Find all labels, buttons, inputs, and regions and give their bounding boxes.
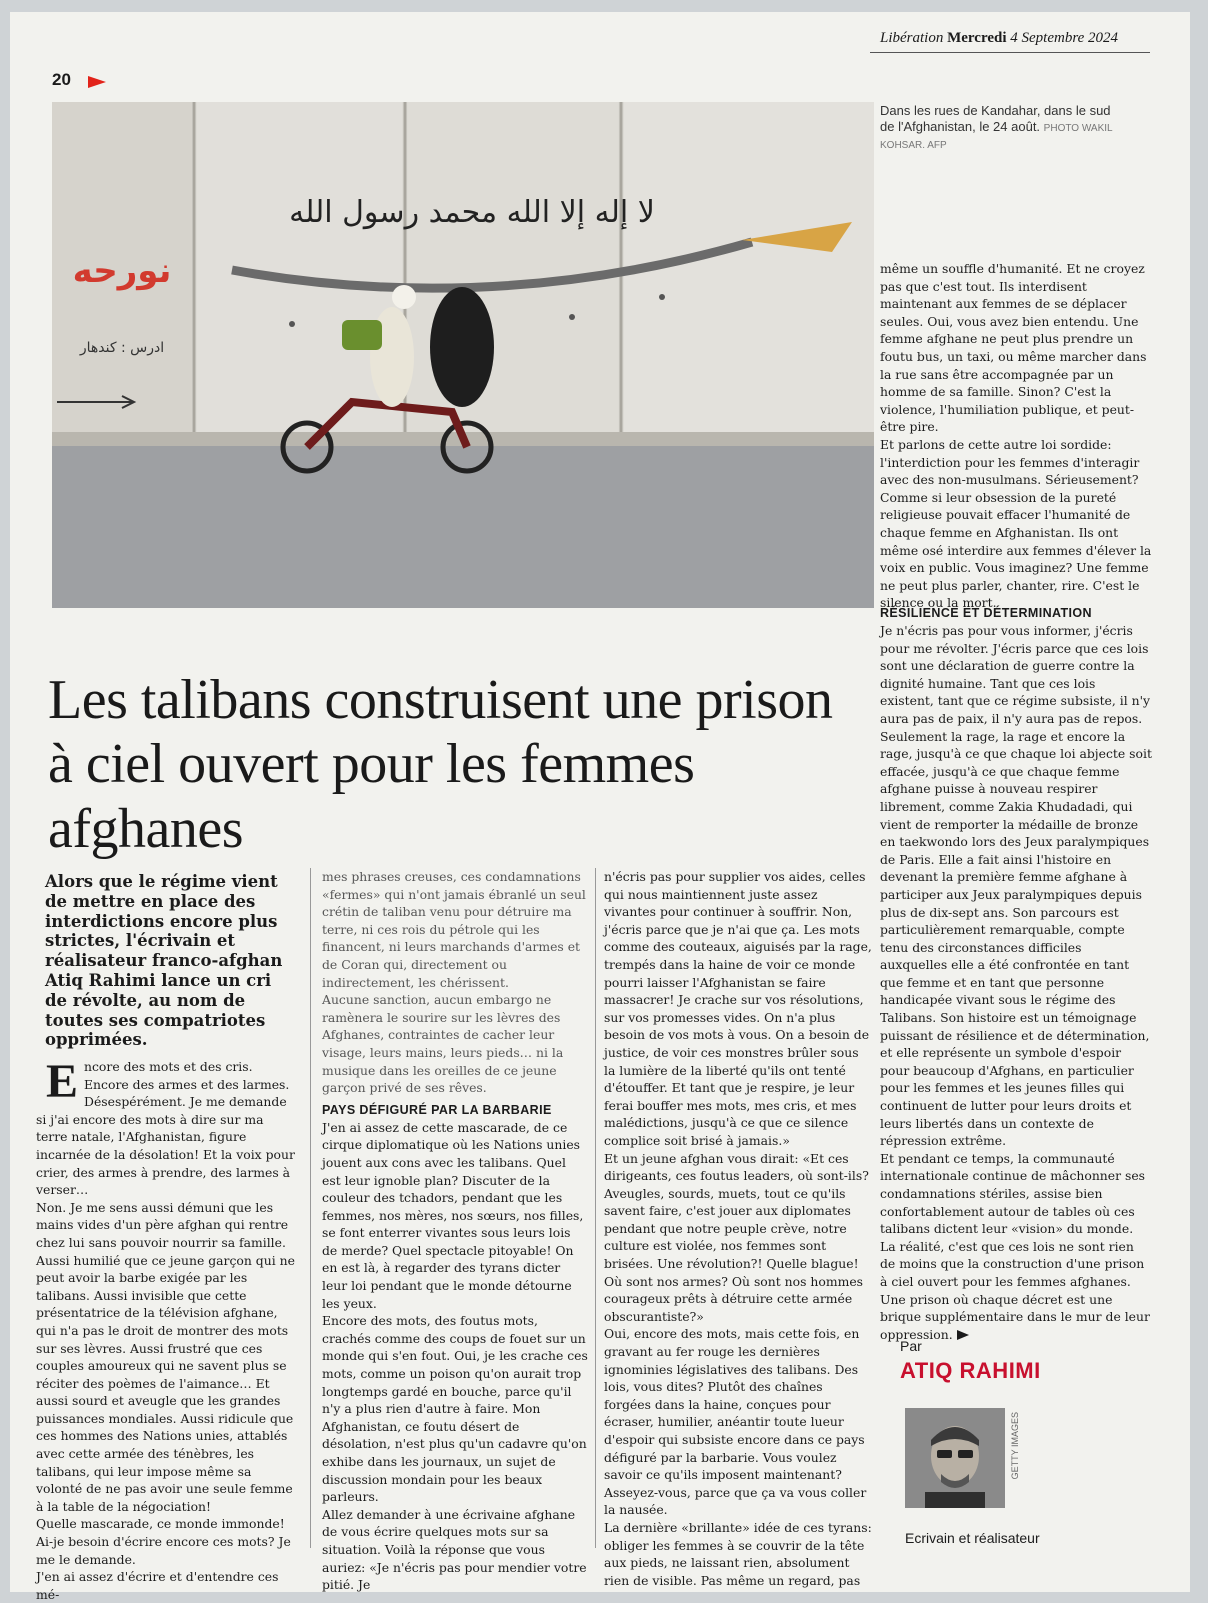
byline-par: Par (900, 1338, 922, 1354)
portrait-illustration (905, 1408, 1005, 1508)
portrait-credit: GETTY IMAGES (1010, 1412, 1020, 1480)
masthead (880, 30, 1150, 47)
paper-name: Libération (880, 30, 944, 46)
column-rule (310, 868, 311, 1548)
column-2-text-top: mes phrases creuses, ces condamnations «fermes» qui n'ont jamais ébranlé un seul crétin de taliban venu pour détruire ma terre, ni ces rois du pétrole qui les financent, ni leurs marchands d'armes et de Coran qui, directement ou indirectement, les chérissent. Aucune sanction, aucun embargo ne ramènera le sourire sur les lèvres des Afghanes, contraintes de cacher leur visage, leurs mains, leurs pieds… ni la musique dans les oreilles de ce jeune garçon privé de ses rêves. (322, 869, 586, 1096)
masthead-rule (870, 52, 1150, 53)
column-1 (36, 1055, 296, 1603)
author-role: Ecrivain et réalisateur (905, 1530, 1040, 1546)
wall-text-address: ادرس : كندهار (79, 340, 165, 356)
subheading-barbarie: PAYS DÉFIGURÉ PAR LA BARBARIE (322, 1102, 552, 1117)
column-4-bottom (880, 600, 1152, 1343)
arabic-slogan: لا إله إلا الله محمد رسول الله (289, 195, 655, 230)
wall-text-red: نورحه (72, 251, 172, 291)
column-3 (604, 868, 872, 1589)
column-1-text: ncore des mots et des cris. Encore des armes et des larmes. Désespérément. Je me demande si j'ai encore des mots à dire sur ma terre natale, l'Afghanistan, figure incarnée de la désolation! Et la voix pour crier, des armes à prendre, des larmes à verser… Non. Je me sens aussi démuni que les mains vides d'un père afghan qui rentre chez lui sans pouvoir nourrir sa famille. Aussi humilié que ce jeune garçon qui ne peut avoir la barbe exigée par les talibans. Aussi invisible que cette présentatrice de la télévision afghane, qui n'a pas le droit de montrer des mots sur ses lèvres. Aussi frustré que ces couples amoureux qui ne savent plus se réciter des poèmes de l'aimance… Et aussi sourd et aveugle que les grandes puissances mondiales. Aussi ridicule que ces hommes des Nations unies, attablés avec cette armée des ténèbres, les talibans, qui leur impose même sa volonté de ne pas avoir une seule femme à la table de la négociation! Quelle mascarade, ce monde immonde! Ai-je besoin d'écrire encore ces mots? Je me le demande. J'en ai assez d'écrire et d'entendre ces mé- (36, 1059, 295, 1602)
masthead-date: 4 Septembre 2024 (1010, 30, 1119, 46)
column-2 (322, 868, 588, 1594)
caption-text: Dans les rues de Kandahar, dans le sud de l'Afghanistan, le 24 août. (880, 103, 1111, 135)
author-portrait (905, 1408, 1005, 1508)
photo-credit: PHOTO WAKIL KOHSAR. AFP (880, 123, 1113, 151)
folio-arrow-icon (88, 76, 106, 88)
subheading-resilience: RÉSILIENCE ET DÉTERMINATION (880, 606, 1092, 620)
column-rule (595, 868, 596, 1548)
main-photo (52, 102, 874, 608)
column-2-text-bottom: J'en ai assez de cette mascarade, de ce cirque diplomatique où les Nations unies jouent aux cons avec les talibans. Quel est leur ignoble plan? Discuter de la couleur des tchadors, pendant que les femmes, nos mères, nos sœurs, nos filles, se font enterrer vivantes sous leurs lois de merde? Quel spectacle pitoyable! On en est là, à regarder des tyrans dicter leur loi pendant que le monde détourne les yeux. Encore des mots, des foutus mots, crachés comme des coups de fouet sur un monde qui s'en fout. Oui, je les crache ces mots, comme un poison qu'on aurait trop longtemps gardé en bouche, parce qu'il n'y a plus rien d'autre à faire. Mon Afghanistan, ce foutu désert de désolation, n'est plus qu'un cadavre qu'on exhibe dans les journaux, un sujet de discussion mondain pour les beaux parleurs. Allez demander à une écrivaine afghane de vous écrire quelques mots sur sa situation. Voilà la réponse que vous auriez: «Je n'écris pas pour mendier votre pitié. Je (322, 1119, 588, 1593)
masthead-day: Mercredi (947, 30, 1007, 46)
column-3-text: n'écris pas pour supplier vos aides, celles qui nous maintiennent juste assez vivantes pour continuer à souffrir. Non, j'écris parce que je n'ai que ça. Les mots comme des couteaux, aiguisés par la rage, trempés dans la haine de voir ce monde pourri laisser l'Afghanistan se faire massacrer! Je crache sur vos résolutions, sur vos promesses vides. On n'a plus besoin de vos mots à vous. On a besoin de justice, de voir ces monstres brûler sous la lumière de la liberté qu'ils ont tenté d'étouffer. Et tant que je respire, je leur ferai bouffer mes mots, mes cris, et mes malédictions, jusqu'à ce que ce silence complice soit brisé à jamais.» Et un jeune afghan vous dirait: «Et ces dirigeants, ces foutus leaders, où sont-ils? Aveugles, sourds, muets, tout ce qu'ils savent faire, c'est jouer aux diplomates pendant que notre peuple crève, notre culture est violée, nos femmes sont brisées. Une révolution?! Quelle blague! Où sont nos armes? Où sont nos hommes courageux prêts à détruire cette armée obscurantiste?» Oui, encore des mots, mais cette fois, en gravant au fer rouge les dernières ignominies législatives des talibans. Des lois, vous dites? Plutôt des chaînes forgées dans la haine, conçues pour écraser, humilier, anéantir toute lueur d'espoir qui subsiste encore dans ce pays défiguré par la barbarie. Vous voulez savoir ce qu'ils imposent maintenant? Asseyez-vous, parce que ça va vous coller la nausée. La dernière «brillante» idée de ces tyrans: obliger les femmes à se couvrir de la tête aux pieds, ne laissant rien, absolument rien de visible. Pas même un regard, pas (604, 869, 872, 1588)
column-4-text-top: même un souffle d'humanité. Et ne croyez pas que c'est tout. Ils interdisent maintenant aux femmes de se déplacer seules. Oui, vous avez bien entendu. Une femme afghane ne peut plus prendre un foutu bus, un taxi, ou même marcher dans la rue sans être accompagnée par un homme de sa famille. Sinon? C'est la violence, l'humiliation publique, et peut-être pire. Et parlons de cette autre loi sordide: l'interdiction pour les femmes d'interagir avec des non-musulmans. Sérieusement? Comme si leur obsession de la pureté religieuse pouvait effacer l'humanité de chaque femme en Afghanistan. Ils ont même osé interdire aux femmes d'élever la voix en public. Vous imaginez? Une femme ne peut plus parler, chanter, rire. C'est le silence ou la mort. (880, 261, 1152, 611)
article-standfirst: Alors que le régime vient de mettre en place des interdictions encore plus strictes, l'écrivain et réalisateur franco-afghan Atiq Rahimi lance un cri de révolte, au nom de toutes ses compatriotes opprimées. (45, 872, 283, 1050)
column-4-text-bottom: Je n'écris pas pour vous informer, j'écris pour me révolter. J'écris parce que ces lois sont une déclaration de guerre contre la dignité humaine. Tant que ces lois existent, tant que ce régime subsiste, il n'y aura pas de paix, il n'y aura pas de repos. Seulement la rage, la rage et encore la rage, jusqu'à ce que chaque loi abjecte soit effacée, jusqu'à ce que chaque femme afghane puisse à nouveau respirer librement, comme Zakia Khudadadi, qui vient de remporter la médaille de bronze en taekwondo lors des Jeux paralympiques de Paris. Elle a fait ainsi l'histoire en devenant la première femme afghane à participer aux Jeux paralympiques depuis plus de dix-sept ans. Son parcours est particulièrement remarquable, compte tenu des circonstances difficiles auxquelles elle a été confrontée en tant que femme et en tant que personne handicapée vivant sous le régime des Talibans. Son histoire est un témoignage puissant de résilience et de détermination, et elle représente un symbole d'espoir pour beaucoup d'Afghans, en particulier pour les femmes et les jeunes filles qui continuent de lutter pour leurs droits et leurs libertés dans un contexte de répression extrême. Et pendant ce temps, la communauté internationale continue de mâchonner ses condamnations stériles, assise bien confortablement autour de tables où ces talibans dictent leur «vision» du monde. La réalité, c'est que ces lois ne sont rien de moins que la construction d'une prison à ciel ouvert pour les femmes afghanes. Une prison où chaque décret est une brique supplémentaire dans le mur de leur oppression. (880, 623, 1152, 1342)
article-headline: Les talibans construisent une prison à ciel ouvert pour les femmes afghanes (48, 668, 833, 861)
photo-caption (880, 103, 1120, 152)
end-of-article-icon (957, 1330, 969, 1340)
author-name: ATIQ RAHIMI (900, 1358, 1041, 1383)
page-number: 20 (52, 70, 71, 89)
column-4-top (880, 260, 1152, 612)
drop-cap: E (46, 1055, 79, 1108)
street-scene-illustration (52, 102, 874, 608)
